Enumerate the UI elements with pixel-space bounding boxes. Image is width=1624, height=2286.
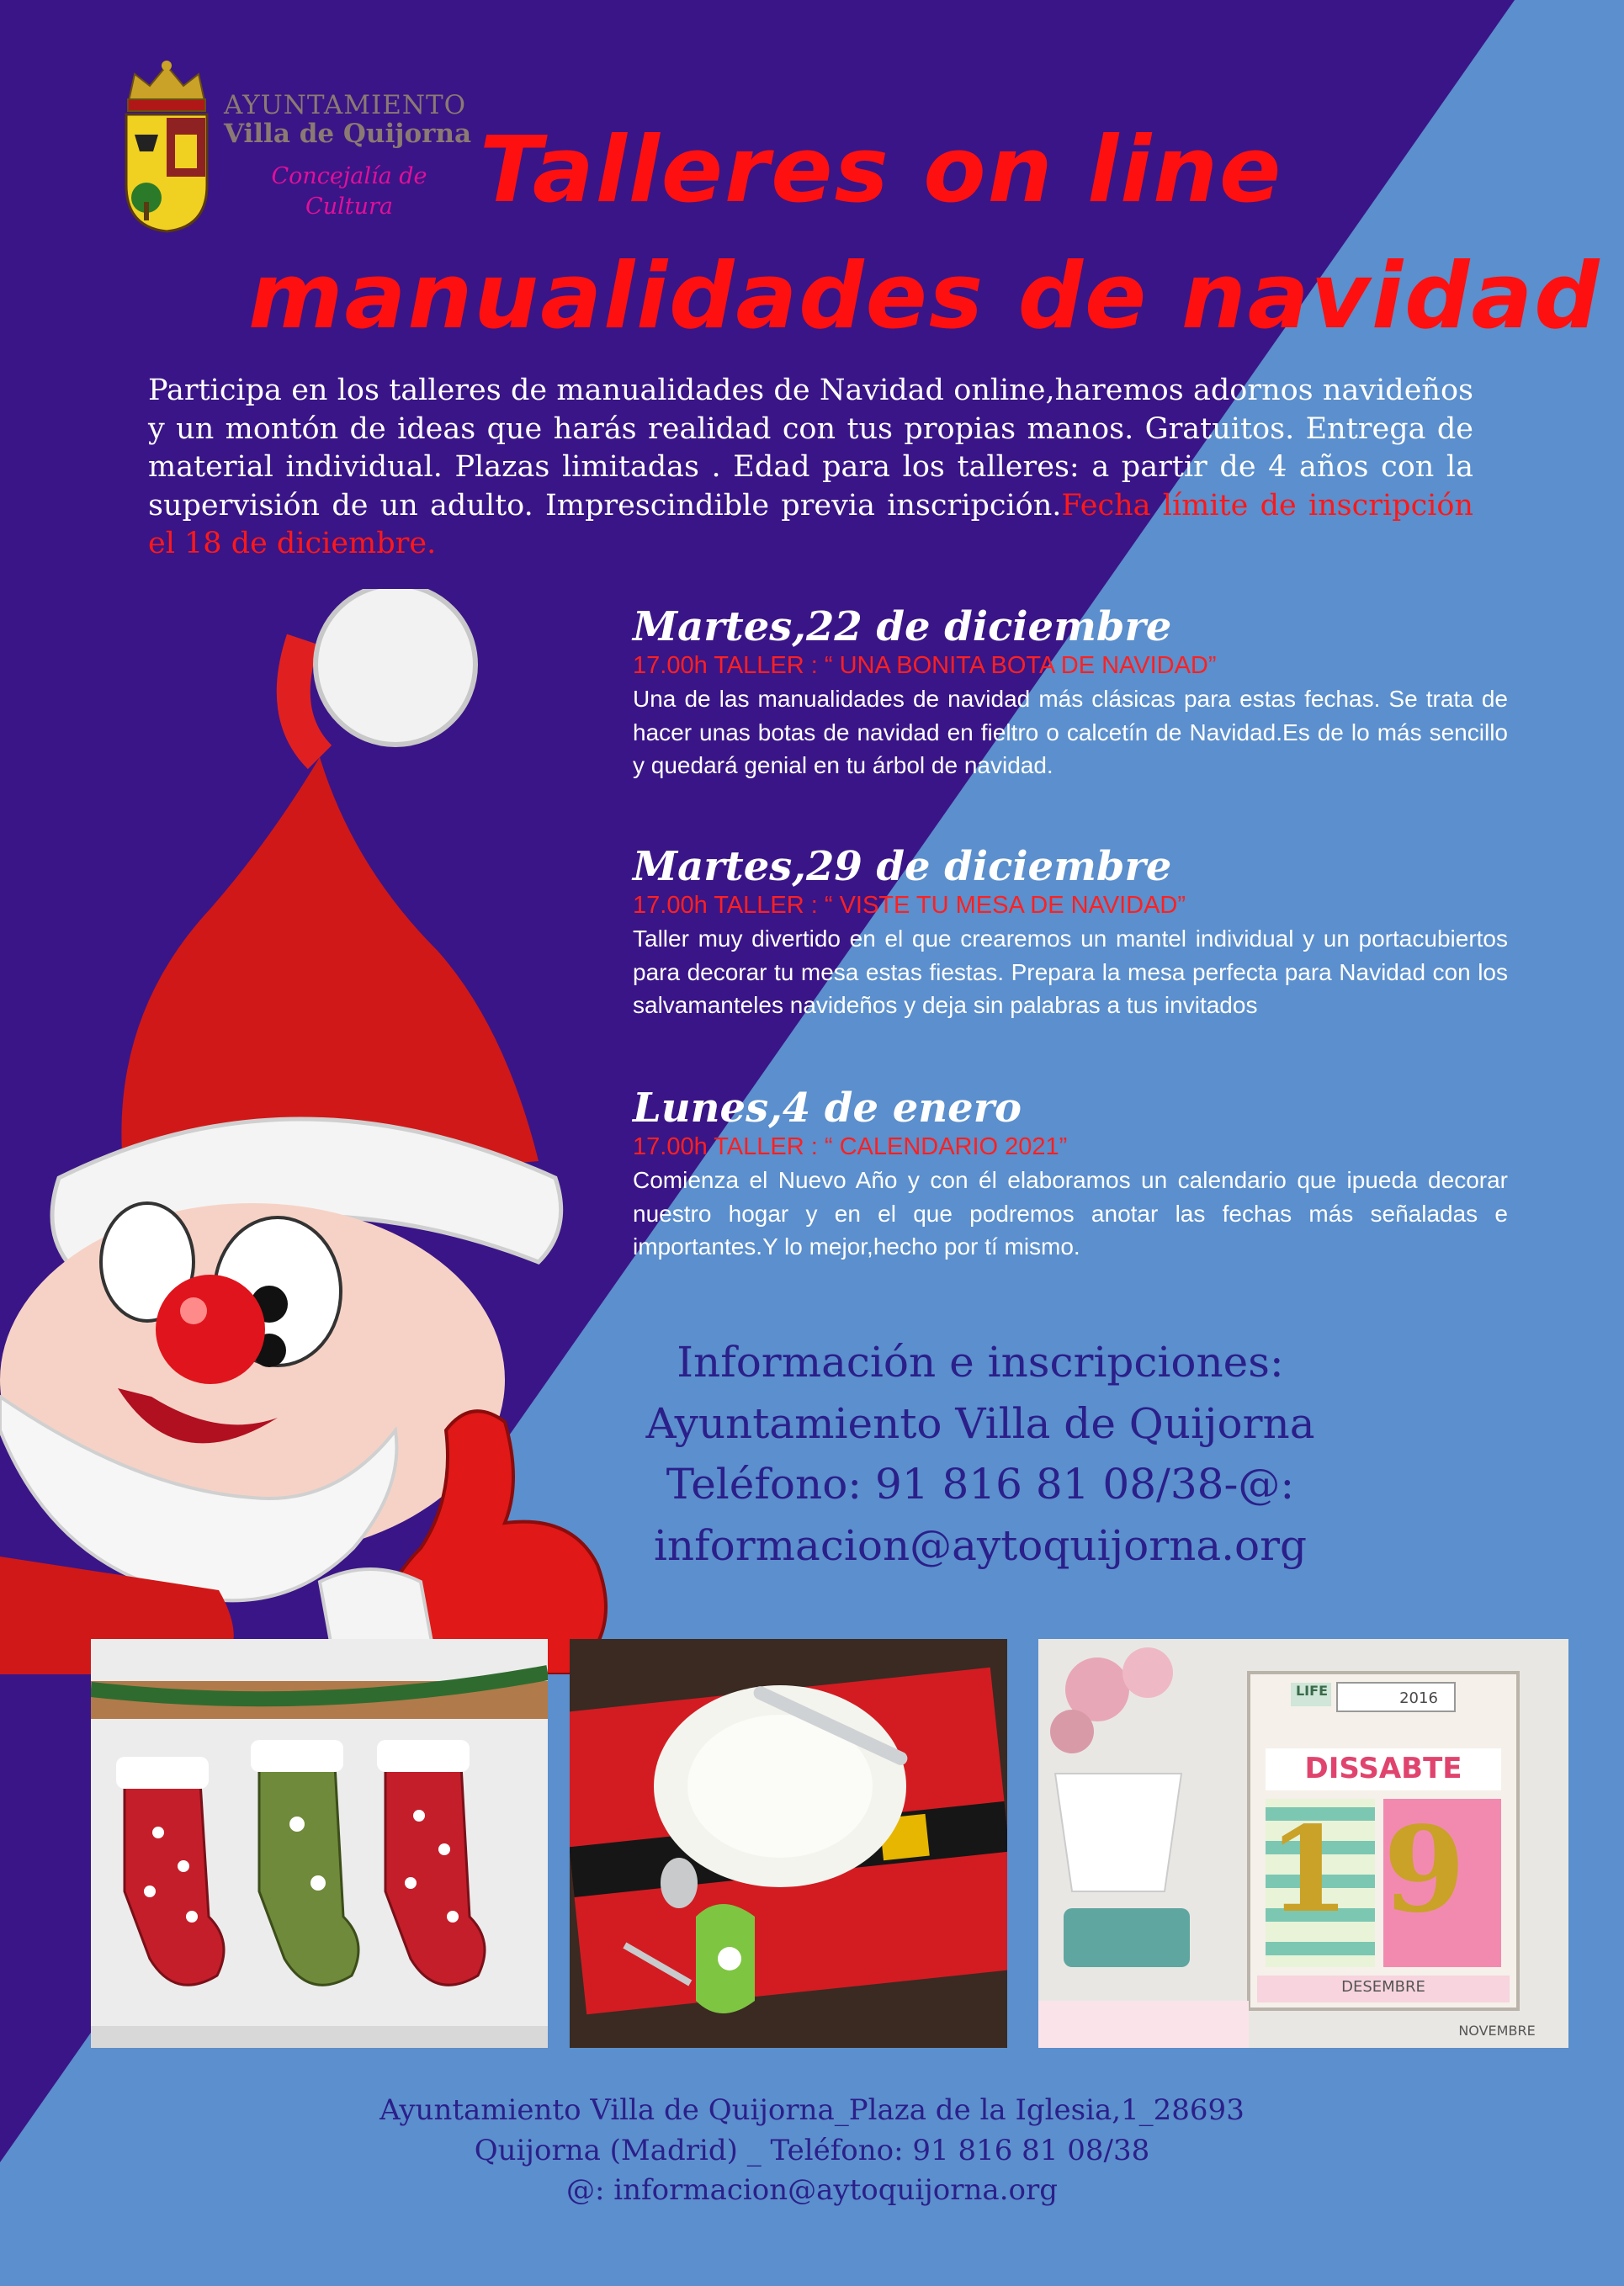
title-line-2: manualidades de navidad [248, 244, 1601, 349]
workshop-1 [633, 604, 1508, 782]
footer [0, 2091, 1624, 2211]
registration-deadline: Fecha límite de inscripción el 18 de diciembre. [148, 488, 1473, 560]
title-line-1: Talleres on line [480, 118, 1283, 223]
intro-paragraph [148, 372, 1473, 564]
photo-stockings [91, 1639, 548, 2048]
info-heading: Información e inscripciones: [677, 1338, 1284, 1387]
workshop-1-slot: 17.00h TALLER : “ UNA BONITA BOTA DE NAVIDAD” [633, 652, 1217, 680]
workshop-3-date: Lunes,4 de enero [633, 1085, 1022, 1132]
workshop-2-description: Taller muy divertido en el que crearemos un mantel individual y un portacubiertos para decorar tu mesa estas fiestas. Prepara la mesa perfecta para Navidad con los salvamanteles navideños y deja sin palabras a tus invitados [633, 925, 1508, 1019]
calendar-life-label: LIFE [1295, 1683, 1328, 1699]
department-line-2: Cultura [305, 194, 393, 220]
organization-name: AYUNTAMIENTO [224, 90, 467, 120]
workshop-3-description: Comienza el Nuevo Año y con él elaboramos un calendario que ipueda decorar nuestro hogar y en el que podremos anotar las fechas más señaladas e importantes.Y lo mejor,hecho por tí mismo. [633, 1166, 1508, 1260]
photo-table-setting [570, 1639, 1007, 2048]
info-block [539, 1332, 1422, 1576]
footer-address: Ayuntamiento Villa de Quijorna_Plaza de la Iglesia,1_28693 [379, 2093, 1245, 2127]
calendar-next-month: NOVEMBRE [1458, 2023, 1536, 2039]
department [248, 162, 450, 223]
workshop-2 [633, 844, 1508, 1022]
footer-phone: Quijorna (Madrid) _ Teléfono: 91 816 81 08/38 [474, 2133, 1150, 2167]
footer-email[interactable]: @: informacion@aytoquijorna.org [565, 2173, 1058, 2208]
intro-text: Participa en los talleres de manualidades de Navidad online,haremos adornos navideños y un montón de ideas que harás realidad con tus propias manos. Gratuitos. Entrega de material individual. Plazas limitadas . Edad para los talleres: a partir de 4 años con la supervisión de un adulto. Imprescindible previa inscripción. [148, 374, 1473, 522]
info-phone: Teléfono: 91 816 81 08/38-@: [666, 1460, 1295, 1509]
department-line-1: Concejalía de [271, 163, 427, 189]
coat-of-arms-icon [116, 59, 217, 236]
workshop-2-date: Martes,29 de diciembre [633, 843, 1172, 890]
info-organization: Ayuntamiento Villa de Quijorna [645, 1398, 1315, 1448]
workshop-3-slot: 17.00h TALLER : “ CALENDARIO 2021” [633, 1133, 1068, 1161]
calendar-day: DISSABTE [1304, 1752, 1462, 1785]
workshop-1-description: Una de las manualidades de navidad más clásicas para estas fechas. Se trata de hacer unas botas de navidad en fieltro o calcetín de Navidad.Es de lo más sencillo y quedará genial en tu árbol de navidad. [633, 685, 1508, 779]
workshop-3 [633, 1085, 1508, 1264]
info-email[interactable]: informacion@aytoquijorna.org [653, 1520, 1308, 1570]
organization-subtitle: Villa de Quijorna [224, 119, 472, 149]
calendar-number: 19 [1267, 1801, 1499, 1939]
workshop-2-slot: 17.00h TALLER : “ VISTE TU MESA DE NAVIDAD” [633, 892, 1186, 920]
calendar-year: 2016 [1399, 1689, 1438, 1707]
photo-calendar [1038, 1639, 1568, 2048]
workshop-1-date: Martes,22 de diciembre [633, 603, 1172, 650]
calendar-month: DESEMBRE [1341, 1978, 1425, 1996]
